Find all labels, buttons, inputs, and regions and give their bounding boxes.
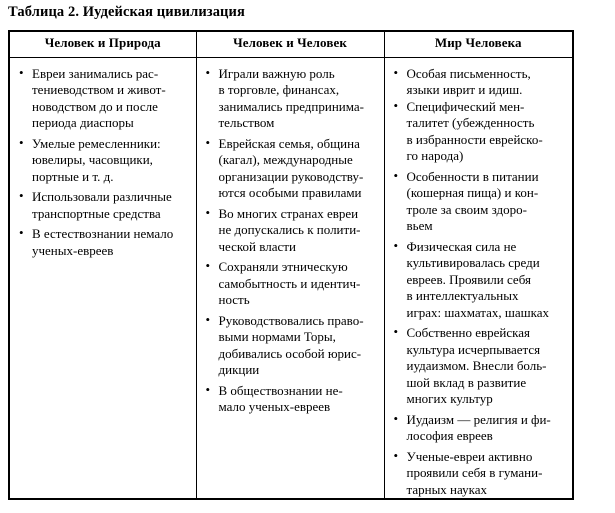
bullet-item [206,313,380,379]
bullet-item [394,239,569,322]
bullet-item [19,226,192,259]
bullet-item [394,449,569,499]
bullet-icon: • [393,167,399,183]
bullet-icon: • [205,134,211,150]
bullet-item-text: Собственно еврейская культура исчерпывается иудаизмом. Внесли боль- шой вклад в развитие многих культур [406,325,547,406]
bullet-item [394,325,569,408]
bullet-item-text: Евреи занимались рас- тениеводством и живот- новодством до и после периода диаспоры [32,65,166,130]
bullet-item [206,206,380,256]
bullet-icon: • [393,64,399,80]
table-caption: Таблица 2. Иудейская цивилизация [8,4,245,20]
bullet-icon: • [205,258,211,273]
column-cell [384,57,573,499]
bullet-item-text: Играли важную роль в торговле, финансах, занимались предпринима- тельством [218,65,364,130]
civilization-table [8,30,574,500]
bullet-item [394,412,569,445]
bullet-icon: • [19,64,24,80]
bullet-item [206,66,380,132]
bullet-item [206,259,380,309]
bullet-icon: • [19,188,24,203]
bullet-item-text: Особая письменность, языки иврит и идиш. [406,65,531,97]
bullet-icon: • [205,64,211,80]
column-cell [196,57,384,499]
bullet-item-text: В естествознании немало ученых-евреев [32,226,174,258]
bullet-item-text: Специфический мен- талитет (убежденность в избранности еврейско- го народа) [406,98,543,163]
column-header: Мир Человека [384,31,573,57]
bullet-icon: • [393,410,399,426]
bullet-item-text: Физическая сила не культивировалась среди евреев. Проявили себя в интеллектуальных играх: шахматах, шашках [406,238,550,320]
bullet-item [394,169,569,235]
bullet-icon: • [393,324,399,339]
column-header: Человек и Природа [9,31,196,57]
bullet-item-text: Сохраняли этническую самобытность и идентич- ность [218,259,361,307]
bullet-icon: • [393,447,399,463]
bullet-icon: • [19,225,24,240]
column-cell [9,57,196,499]
bullet-icon: • [205,381,211,397]
bullet-icon: • [205,204,211,220]
bullet-item [19,66,192,132]
bullet-item-text: Ученые-евреи активно проявили себя в гумани- тарных науках [406,448,543,497]
bullet-item-text: Использовали различные транспортные средства [32,189,172,221]
bullet-item-text: Умелые ремесленники: ювелиры, часовщики, портные и т. д. [32,135,161,184]
bullet-item-text: Еврейская семья, община (кагал), международные организации руководству- ются особыми правилами [218,135,364,200]
bullet-item [206,136,380,202]
bullet-item [19,136,192,186]
bullet-item [19,189,192,222]
bullet-item [394,66,569,99]
bullet-icon: • [393,237,399,253]
bullet-item-text: Во многих странах евреи не допускались к полити- ческой власти [218,205,361,254]
bullet-item [206,383,380,416]
bullet-item-text: В обществознании не- мало ученых-евреев [218,382,343,414]
bullet-item [394,99,569,165]
header-row [9,31,573,57]
bullet-icon: • [393,97,399,113]
bullet-item-text: Особенности в питании (кошерная пища) и кон- троле за своим здоро- вьем [406,168,539,233]
bullet-item-text: Руководствовались право- выми нормами Торы, добивались особой юрис- дикции [218,312,364,377]
bullet-icon: • [205,311,211,327]
bullet-icon: • [19,134,24,150]
body-row [9,57,573,499]
column-header: Человек и Человек [196,31,384,57]
bullet-item-text: Иудаизм — религия и фи- лософия евреев [406,411,551,443]
